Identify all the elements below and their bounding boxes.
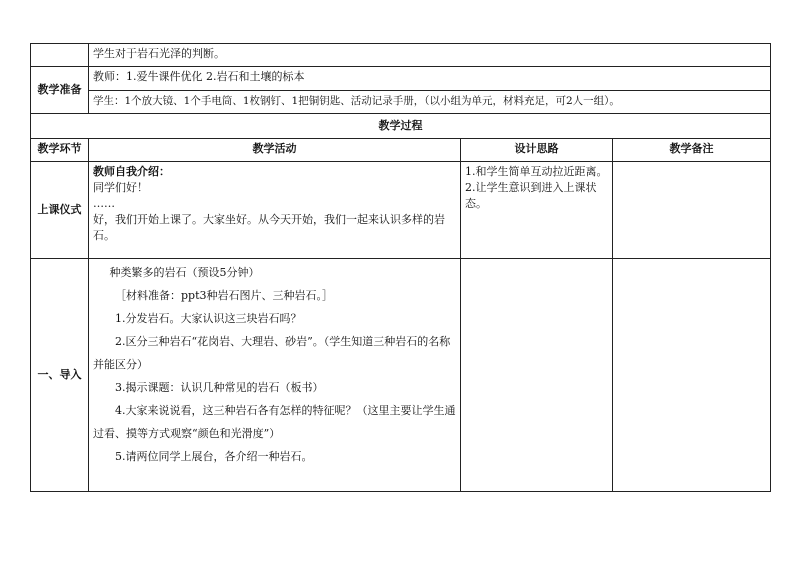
activity-intro xyxy=(89,259,461,492)
activity-line: 5.请两位同学上展台，各介绍一种岩石。 xyxy=(115,450,313,463)
design-intro xyxy=(461,259,613,492)
prep-label-cell-top xyxy=(31,44,89,67)
header-notes: 教学备注 xyxy=(613,139,771,162)
activity-line: 同学们好！ xyxy=(93,181,148,194)
process-title-row xyxy=(31,114,771,139)
prep-row-student xyxy=(31,91,771,114)
row-ceremony xyxy=(31,162,771,259)
activity-line: 种类繁多的岩石（预设5分钟） xyxy=(109,266,260,279)
prep-row-teacher xyxy=(31,67,771,91)
activity-line: 3.揭示课题：认识几种常见的岩石（板书） xyxy=(115,381,324,394)
header-activity: 教学活动 xyxy=(89,139,461,162)
activity-line: 好，我们开始上课了。大家坐好。从今天开始，我们一起来认识多样的岩石。 xyxy=(93,213,445,242)
notes-intro xyxy=(613,259,771,492)
notes-ceremony xyxy=(613,162,771,259)
row-intro xyxy=(31,259,771,492)
header-stage: 教学环节 xyxy=(31,139,89,162)
design-line: 1.和学生简单互动拉近距离。 xyxy=(465,165,608,178)
lesson-plan-table xyxy=(30,43,771,492)
activity-ceremony xyxy=(89,162,461,259)
stage-intro: 一、导入 xyxy=(31,259,89,492)
activity-line: …… xyxy=(93,197,115,210)
prep-top-text: 学生对于岩石光泽的判断。 xyxy=(89,44,771,67)
activity-line: 2.区分三种岩石“花岗岩、大理岩、砂岩”。（学生知道三种岩石的名称并能区分） xyxy=(93,335,451,371)
header-design: 设计思路 xyxy=(461,139,613,162)
prep-student-line: 学生：1个放大镜、1个手电筒、1枚钢钉、1把铜钥匙、活动记录手册，（以小组为单元，材料充足，可2人一组）。 xyxy=(89,91,771,114)
activity-line: 4.大家来说说看，这三种岩石各有怎样的特征呢？（这里主要让学生通过看、摸等方式观察“颜色和光滑度”） xyxy=(93,404,456,440)
prep-label: 教学准备 xyxy=(31,67,89,114)
activity-line: 教师自我介绍： xyxy=(93,165,170,178)
design-ceremony xyxy=(461,162,613,259)
activity-line: ［材料准备：ppt3种岩石图片、三种岩石。］ xyxy=(115,289,334,302)
prep-row-continued xyxy=(31,44,771,67)
stage-ceremony: 上课仪式 xyxy=(31,162,89,259)
prep-teacher-line: 教师：1.爱牛课件优化 2.岩石和土壤的标本 xyxy=(89,67,771,91)
design-line: 2.让学生意识到进入上课状态。 xyxy=(465,181,597,210)
activity-line: 1.分发岩石。大家认识这三块岩石吗？ xyxy=(115,312,302,325)
process-title: 教学过程 xyxy=(31,114,771,139)
header-row xyxy=(31,139,771,162)
